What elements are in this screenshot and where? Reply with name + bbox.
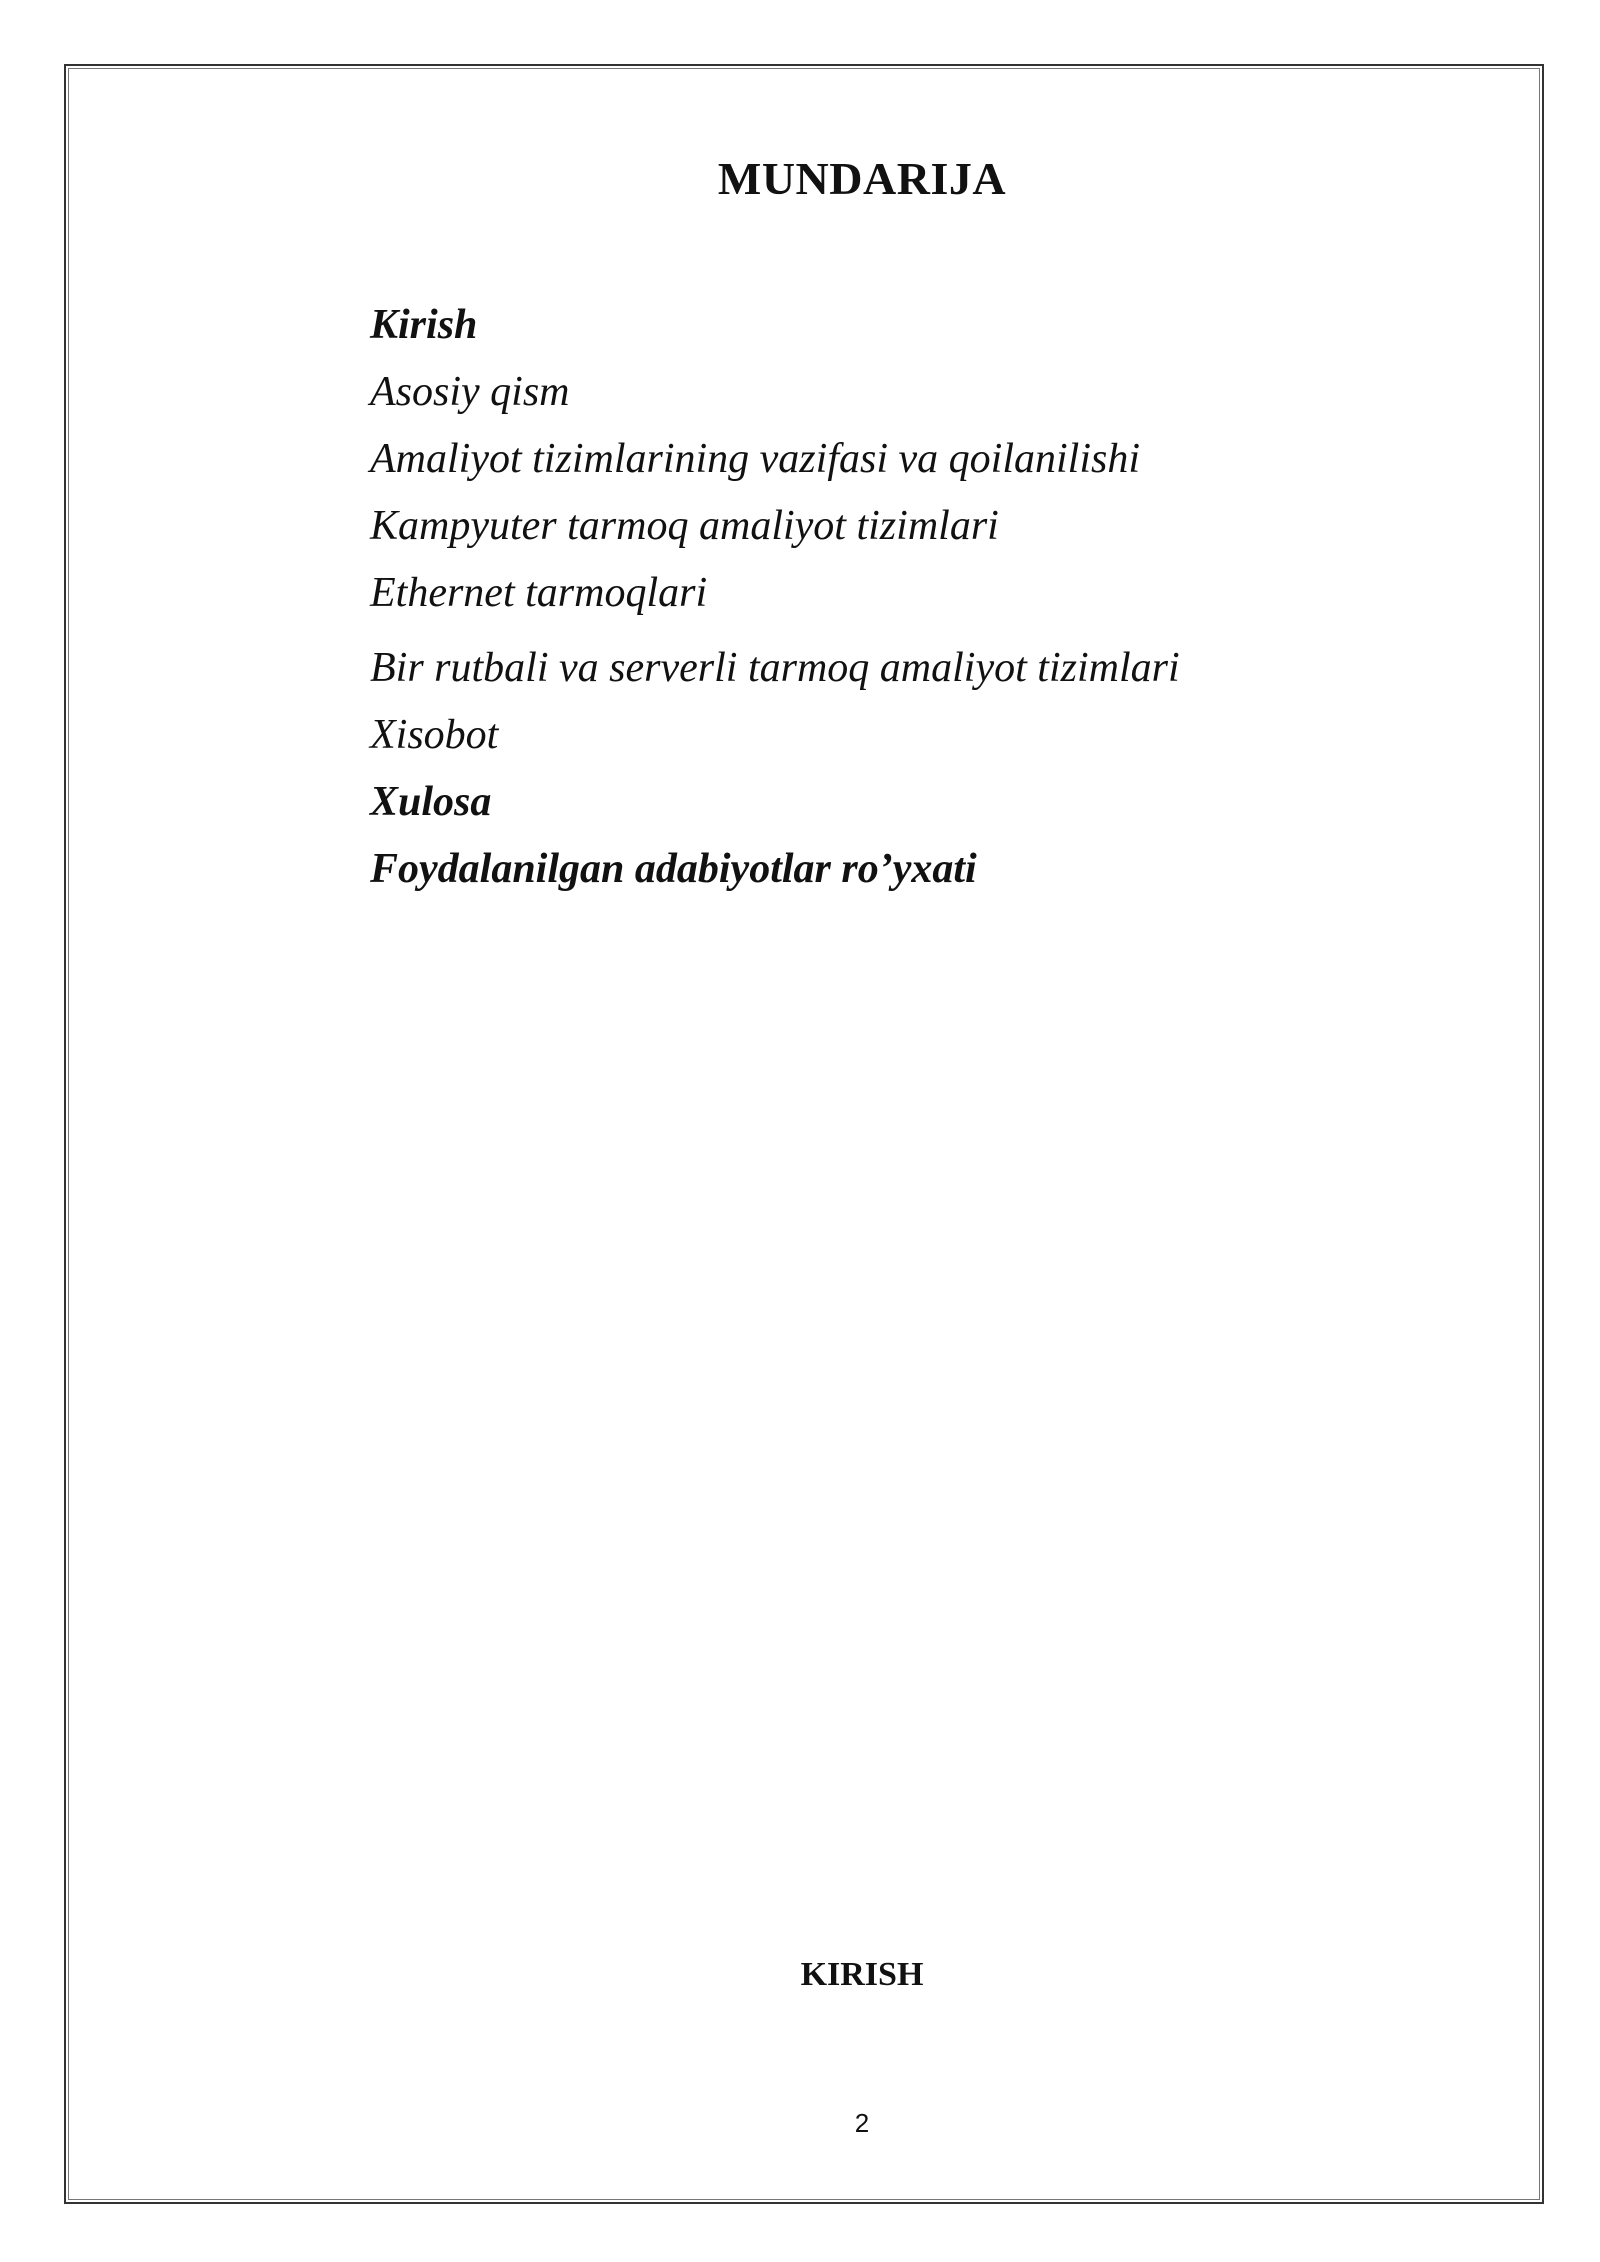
toc-item-adabiyotlar: Foydalanilgan adabiyotlar ro’yxati bbox=[370, 846, 977, 892]
page-border-inner bbox=[68, 68, 1540, 2200]
toc-item-amaliyot-tizimlari-vazifasi: Amaliyot tizimlarining vazifasi va qoilanilishi bbox=[370, 436, 1141, 482]
toc-item-kirish: Kirish bbox=[370, 302, 478, 348]
toc-item-xulosa: Xulosa bbox=[370, 779, 492, 825]
toc-title: MUNDARIJA bbox=[717, 153, 1007, 204]
toc-item-kampyuter-tarmoq: Kampyuter tarmoq amaliyot tizimlari bbox=[370, 503, 999, 549]
toc-item-ethernet: Ethernet tarmoqlari bbox=[370, 570, 708, 616]
section-heading-kirish: KIRISH bbox=[800, 1956, 924, 1993]
toc-item-xisobot: Xisobot bbox=[370, 712, 499, 758]
toc-item-asosiy-qism: Asosiy qism bbox=[370, 369, 570, 415]
toc-item-bir-rutbali: Bir rutbali va serverli tarmoq amaliyot tizimlari bbox=[370, 645, 1180, 691]
page-number: 2 bbox=[854, 2108, 870, 2138]
